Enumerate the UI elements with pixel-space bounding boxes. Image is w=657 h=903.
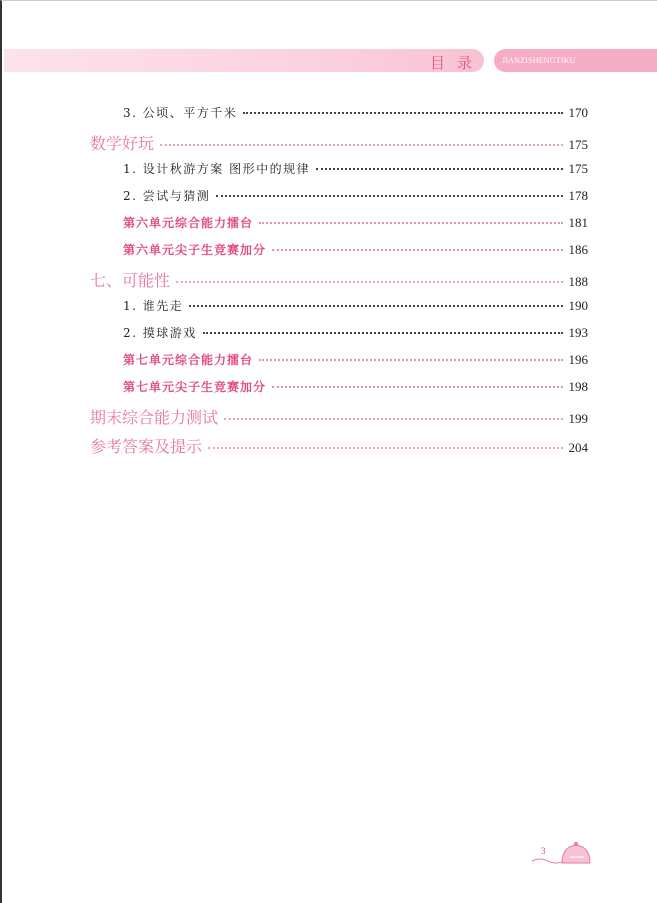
toc-entry-label: 第七单元综合能力擂台: [123, 353, 254, 367]
toc-entry[interactable]: [123, 214, 588, 231]
toc-entry-label: 2. 摸球游戏: [123, 326, 197, 340]
toc-leader-dots: [176, 281, 562, 283]
toc-entry[interactable]: [123, 324, 588, 341]
header-series-tag: JIANZISHENGTIKU: [494, 49, 657, 72]
toc-entry[interactable]: [123, 160, 588, 177]
toc-page-number: 204: [568, 440, 588, 455]
toc-entry[interactable]: [123, 241, 588, 258]
toc-entry-label: 七、可能性: [90, 271, 171, 290]
toc-leader-dots: [216, 195, 562, 197]
toc-leader-dots: [272, 386, 562, 388]
toc-page-number: 188: [568, 274, 588, 289]
toc-leader-dots: [189, 305, 562, 307]
toc-entry-label: 第六单元综合能力擂台: [123, 216, 254, 230]
toc-entry[interactable]: [90, 268, 588, 291]
toc-entry[interactable]: [123, 351, 588, 368]
toc-leader-dots: [259, 359, 562, 361]
toc-page-number: 178: [568, 188, 588, 203]
toc-leader-dots: [208, 447, 562, 449]
toc-entry-label: 第六单元尖子生竞赛加分: [123, 243, 267, 257]
toc-leader-dots: [272, 249, 562, 251]
toc-leader-dots: [316, 168, 562, 170]
toc-page-number: 175: [568, 137, 588, 152]
toc-entry-label: 期末综合能力测试: [90, 408, 219, 427]
toc-entry[interactable]: [123, 297, 588, 314]
toc-entry-label: 2. 尝试与猜测: [123, 189, 211, 203]
toc-leader-dots: [224, 418, 562, 420]
toc-entry[interactable]: [90, 405, 588, 428]
toc-page-number: 181: [568, 215, 588, 230]
toc-entry[interactable]: [123, 378, 588, 395]
toc-page-number: 199: [568, 411, 588, 426]
toc-page-number: 175: [568, 161, 588, 176]
toc-leader-dots: [259, 222, 562, 224]
toc-entry-label: 1. 谁先走: [123, 299, 184, 313]
page-corner-decoration-icon: [530, 837, 594, 871]
toc-entry-label: 3. 公顷、平方千米: [123, 106, 238, 120]
toc-entry[interactable]: [123, 104, 588, 121]
toc-page-number: 196: [568, 352, 588, 367]
toc-page-number: 198: [568, 379, 588, 394]
page-title: 目录: [430, 54, 485, 72]
toc-page-number: 170: [568, 105, 588, 120]
page-number: 3: [541, 846, 546, 856]
toc-page-number: 190: [568, 298, 588, 313]
toc-entry[interactable]: [123, 187, 588, 204]
toc-page-number: 186: [568, 242, 588, 257]
toc-entry[interactable]: [90, 131, 588, 154]
toc-entry-label: 参考答案及提示: [90, 437, 203, 456]
toc-entry[interactable]: [90, 434, 588, 457]
toc-entry-label: 1. 设计秋游方案 图形中的规律: [123, 162, 311, 176]
toc-page-number: 193: [568, 325, 588, 340]
toc-entry-label: 第七单元尖子生竞赛加分: [123, 380, 267, 394]
header-band: [4, 49, 484, 72]
toc-entry-label: 数学好玩: [90, 134, 155, 153]
toc-leader-dots: [160, 144, 562, 146]
toc-leader-dots: [203, 332, 563, 334]
toc-leader-dots: [243, 112, 562, 114]
